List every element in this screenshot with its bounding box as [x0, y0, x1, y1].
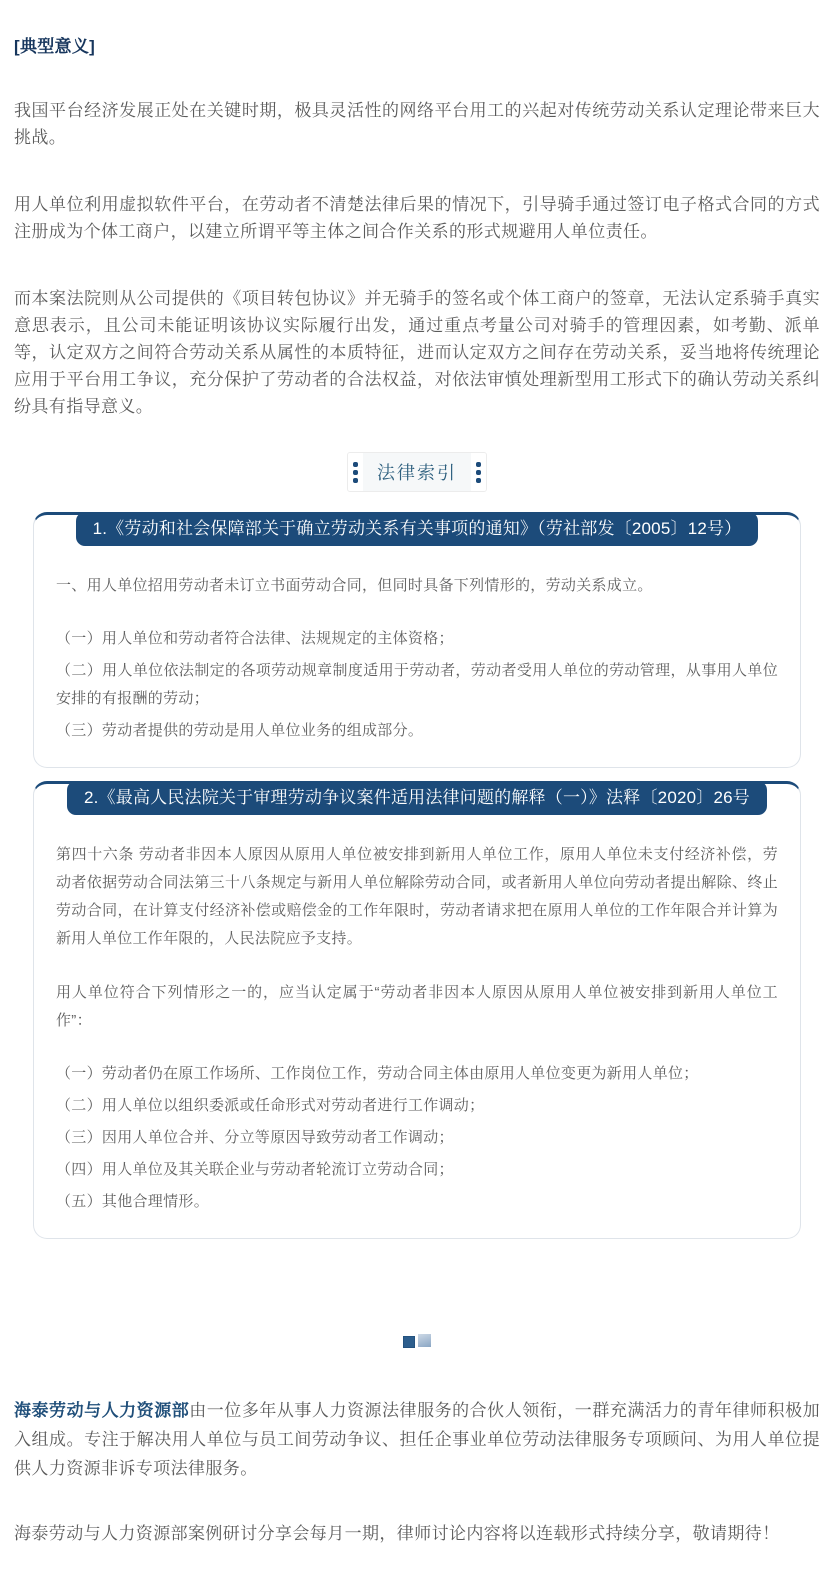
paragraph-2: 用人单位利用虚拟软件平台，在劳动者不清楚法律后果的情况下，引导骑手通过签订电子格式合同的方式注册成为个体工商户，以建立所谓平等主体之间合作关系的形式规避用人单位责任。 [14, 195, 820, 241]
law-item: （一）劳动者仍在原工作场所、工作岗位工作，劳动合同主体由原用人单位变更为新用人单位； [56, 1065, 699, 1082]
footer-intro-text: 由一位多年从事人力资源法律服务的合伙人领衔，一群充满活力的青年律师积极加入组成。专注于解决用人单位与员工间劳动争议、担任企事业单位劳动法律服务专项顾问、为用人单位提供人力资源非诉专项法律服务。 [14, 1401, 820, 1478]
square-light-icon [418, 1334, 431, 1347]
law-item: （三）劳动者提供的劳动是用人单位业务的组成部分。 [56, 722, 424, 739]
team-name-bold: 海泰劳动与人力资源部 [14, 1401, 190, 1420]
decoration-squares-icon [14, 1334, 820, 1348]
footer-intro-paragraph [14, 1396, 820, 1483]
dots-left-icon [348, 453, 363, 491]
law-box-1-title: 1.《劳动和社会保障部关于确立劳动关系有关事项的通知》（劳社部发〔2005〕12号） [76, 512, 759, 546]
paragraph-1: 我国平台经济发展正处在关键时期，极具灵活性的网络平台用工的兴起对传统劳动关系认定理论带来巨大挑战。 [14, 101, 820, 147]
law-item: （一）用人单位和劳动者符合法律、法规规定的主体资格； [56, 630, 454, 647]
square-solid-icon [403, 1336, 415, 1348]
law-box-2 [33, 781, 801, 1239]
law-box-2-list [56, 1060, 778, 1216]
law-box-2-intro-2: 用人单位符合下列情形之一的，应当认定属于“劳动者非因本人原因从原用人单位被安排到新用人单位工作”： [56, 984, 778, 1029]
law-box-1-intro: 一、用人单位招用劳动者未订立书面劳动合同，但同时具备下列情形的，劳动关系成立。 [56, 577, 653, 594]
law-box-1 [33, 512, 801, 768]
law-item: （三）因用人单位合并、分立等原因导致劳动者工作调动； [56, 1129, 454, 1146]
legal-index-label: 法律索引 [377, 463, 457, 483]
law-box-1-list [56, 625, 778, 745]
footer-closing-paragraph: 海泰劳动与人力资源部案例研讨分享会每月一期，律师讨论内容将以连载形式持续分享，敬请期待！ [14, 1524, 780, 1543]
law-item: （二）用人单位以组织委派或任命形式对劳动者进行工作调动； [56, 1097, 485, 1114]
legal-index-badge-wrap [14, 452, 820, 492]
law-item: （四）用人单位及其关联企业与劳动者轮流订立劳动合同； [56, 1161, 454, 1178]
paragraph-3: 而本案法院则从公司提供的《项目转包协议》并无骑手的签名或个体工商户的签章，无法认定系骑手真实意思表示，且公司未能证明该协议实际履行出发，通过重点考量公司对骑手的管理因素，如考勤、派单等，认定双方之间符合劳动关系从属性的本质特征，进而认定双方之间存在劳动关系，妥当地将传统理论应用于平台用工争议，充分保护了劳动者的合法权益，对依法审慎处理新型用工形式下的确认劳动关系纠纷具有指导意义。 [14, 289, 820, 416]
law-box-2-intro: 第四十六条 劳动者非因本人原因从原用人单位被安排到新用人单位工作，原用人单位未支付经济补偿，劳动者依据劳动合同法第三十八条规定与新用人单位解除劳动合同，或者新用人单位向劳动者提出解除、终止劳动合同，在计算支付经济补偿或赔偿金的工作年限时，劳动者请求把在原用人单位的工作年限合并计算为新用人单位工作年限的，人民法院应予支持。 [56, 846, 778, 947]
section-heading: [典型意义] [14, 37, 96, 56]
law-item: （五）其他合理情形。 [56, 1193, 210, 1210]
legal-index-badge [347, 452, 487, 492]
dots-right-icon [471, 453, 486, 491]
law-box-2-title: 2.《最高人民法院关于审理劳动争议案件适用法律问题的解释（一）》法释〔2020〕26号 [67, 781, 767, 815]
law-item: （二）用人单位依法制定的各项劳动规章制度适用于劳动者，劳动者受用人单位的劳动管理，从事用人单位安排的有报酬的劳动； [56, 662, 778, 707]
